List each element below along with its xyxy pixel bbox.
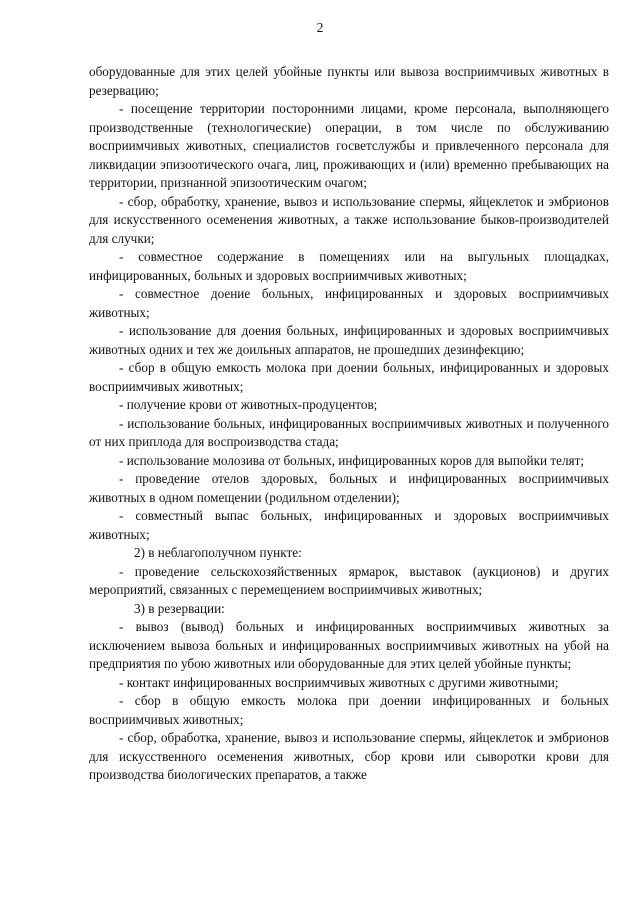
list-item: - использование больных, инфицированных восприимчивых животных и полученного от них приплода для воспроизводства стада; (89, 415, 609, 449)
list-item: - контакт инфицированных восприимчивых животных с другими животными; (119, 674, 559, 690)
list-item: - сбор, обработка, хранение, вывоз и использование спермы, яйцеклеток и эмбрионов для искусственного осеменения животных, сбор крови или сыворотки крови для производства биологических препаратов, а также (89, 730, 609, 782)
list-item: - использование молозива от больных, инфицированных коров для выпойки телят; (119, 452, 585, 468)
page-number: 2 (316, 20, 324, 35)
list-item: - совместный выпас больных, инфицированных и здоровых восприимчивых животных; (89, 508, 609, 542)
section-heading: 2) в неблагополучном пункте: (134, 545, 302, 560)
list-item: - проведение сельскохозяйственных ярмарок, выставок (аукционов) и других мероприятий, связанных с перемещением восприимчивых животных; (89, 563, 609, 597)
section-heading: 3) в резервации: (134, 600, 225, 616)
list-item: - использование для доения больных, инфицированных и здоровых восприимчивых животных одних и тех же доильных аппаратов, не прошедших дезинфекцию; (89, 323, 609, 357)
list-item: - совместное содержание в помещениях или на выгульных площадках, инфицированных, больных и здоровых восприимчивых животных; (89, 249, 609, 283)
list-item: - сбор в общую емкость молока при доении инфицированных и больных восприимчивых животных; (89, 693, 609, 727)
list-item: - получение крови от животных-продуцентов; (119, 397, 378, 412)
document-body (89, 63, 609, 785)
list-item: - вывоз (вывод) больных и инфицированных восприимчивых животных за исключением вывоза больных и инфицированных восприимчивых животных на убой на предприятия по убою животных или оборудованные для этих целей убойные пункты; (89, 619, 609, 671)
list-item: - сбор, обработку, хранение, вывоз и использование спермы, яйцеклеток и эмбрионов для искусственного осеменения животных, а также использование быков-производителей для случки; (89, 193, 609, 246)
paragraph-continuation: оборудованные для этих целей убойные пункты или вывоза восприимчивых животных в резервацию; (89, 64, 609, 98)
list-item: - сбор в общую емкость молока при доении больных, инфицированных и здоровых восприимчивых животных; (89, 360, 609, 394)
list-item: - посещение территории посторонними лицами, кроме персонала, выполняющего производственные (технологические) операции, в том числе по обслуживанию восприимчивых животных, специалистов госветслужбы и привлеченного персонала для ликвидации эпизоотического очага, лиц, проживающих и (или) временно пребывающих на территории, признанной эпизоотическим очагом; (89, 101, 609, 190)
list-item: - проведение отелов здоровых, больных и инфицированных восприимчивых животных в одном помещении (родильном отделении); (89, 471, 609, 505)
list-item: - совместное доение больных, инфицированных и здоровых восприимчивых животных; (89, 286, 609, 320)
